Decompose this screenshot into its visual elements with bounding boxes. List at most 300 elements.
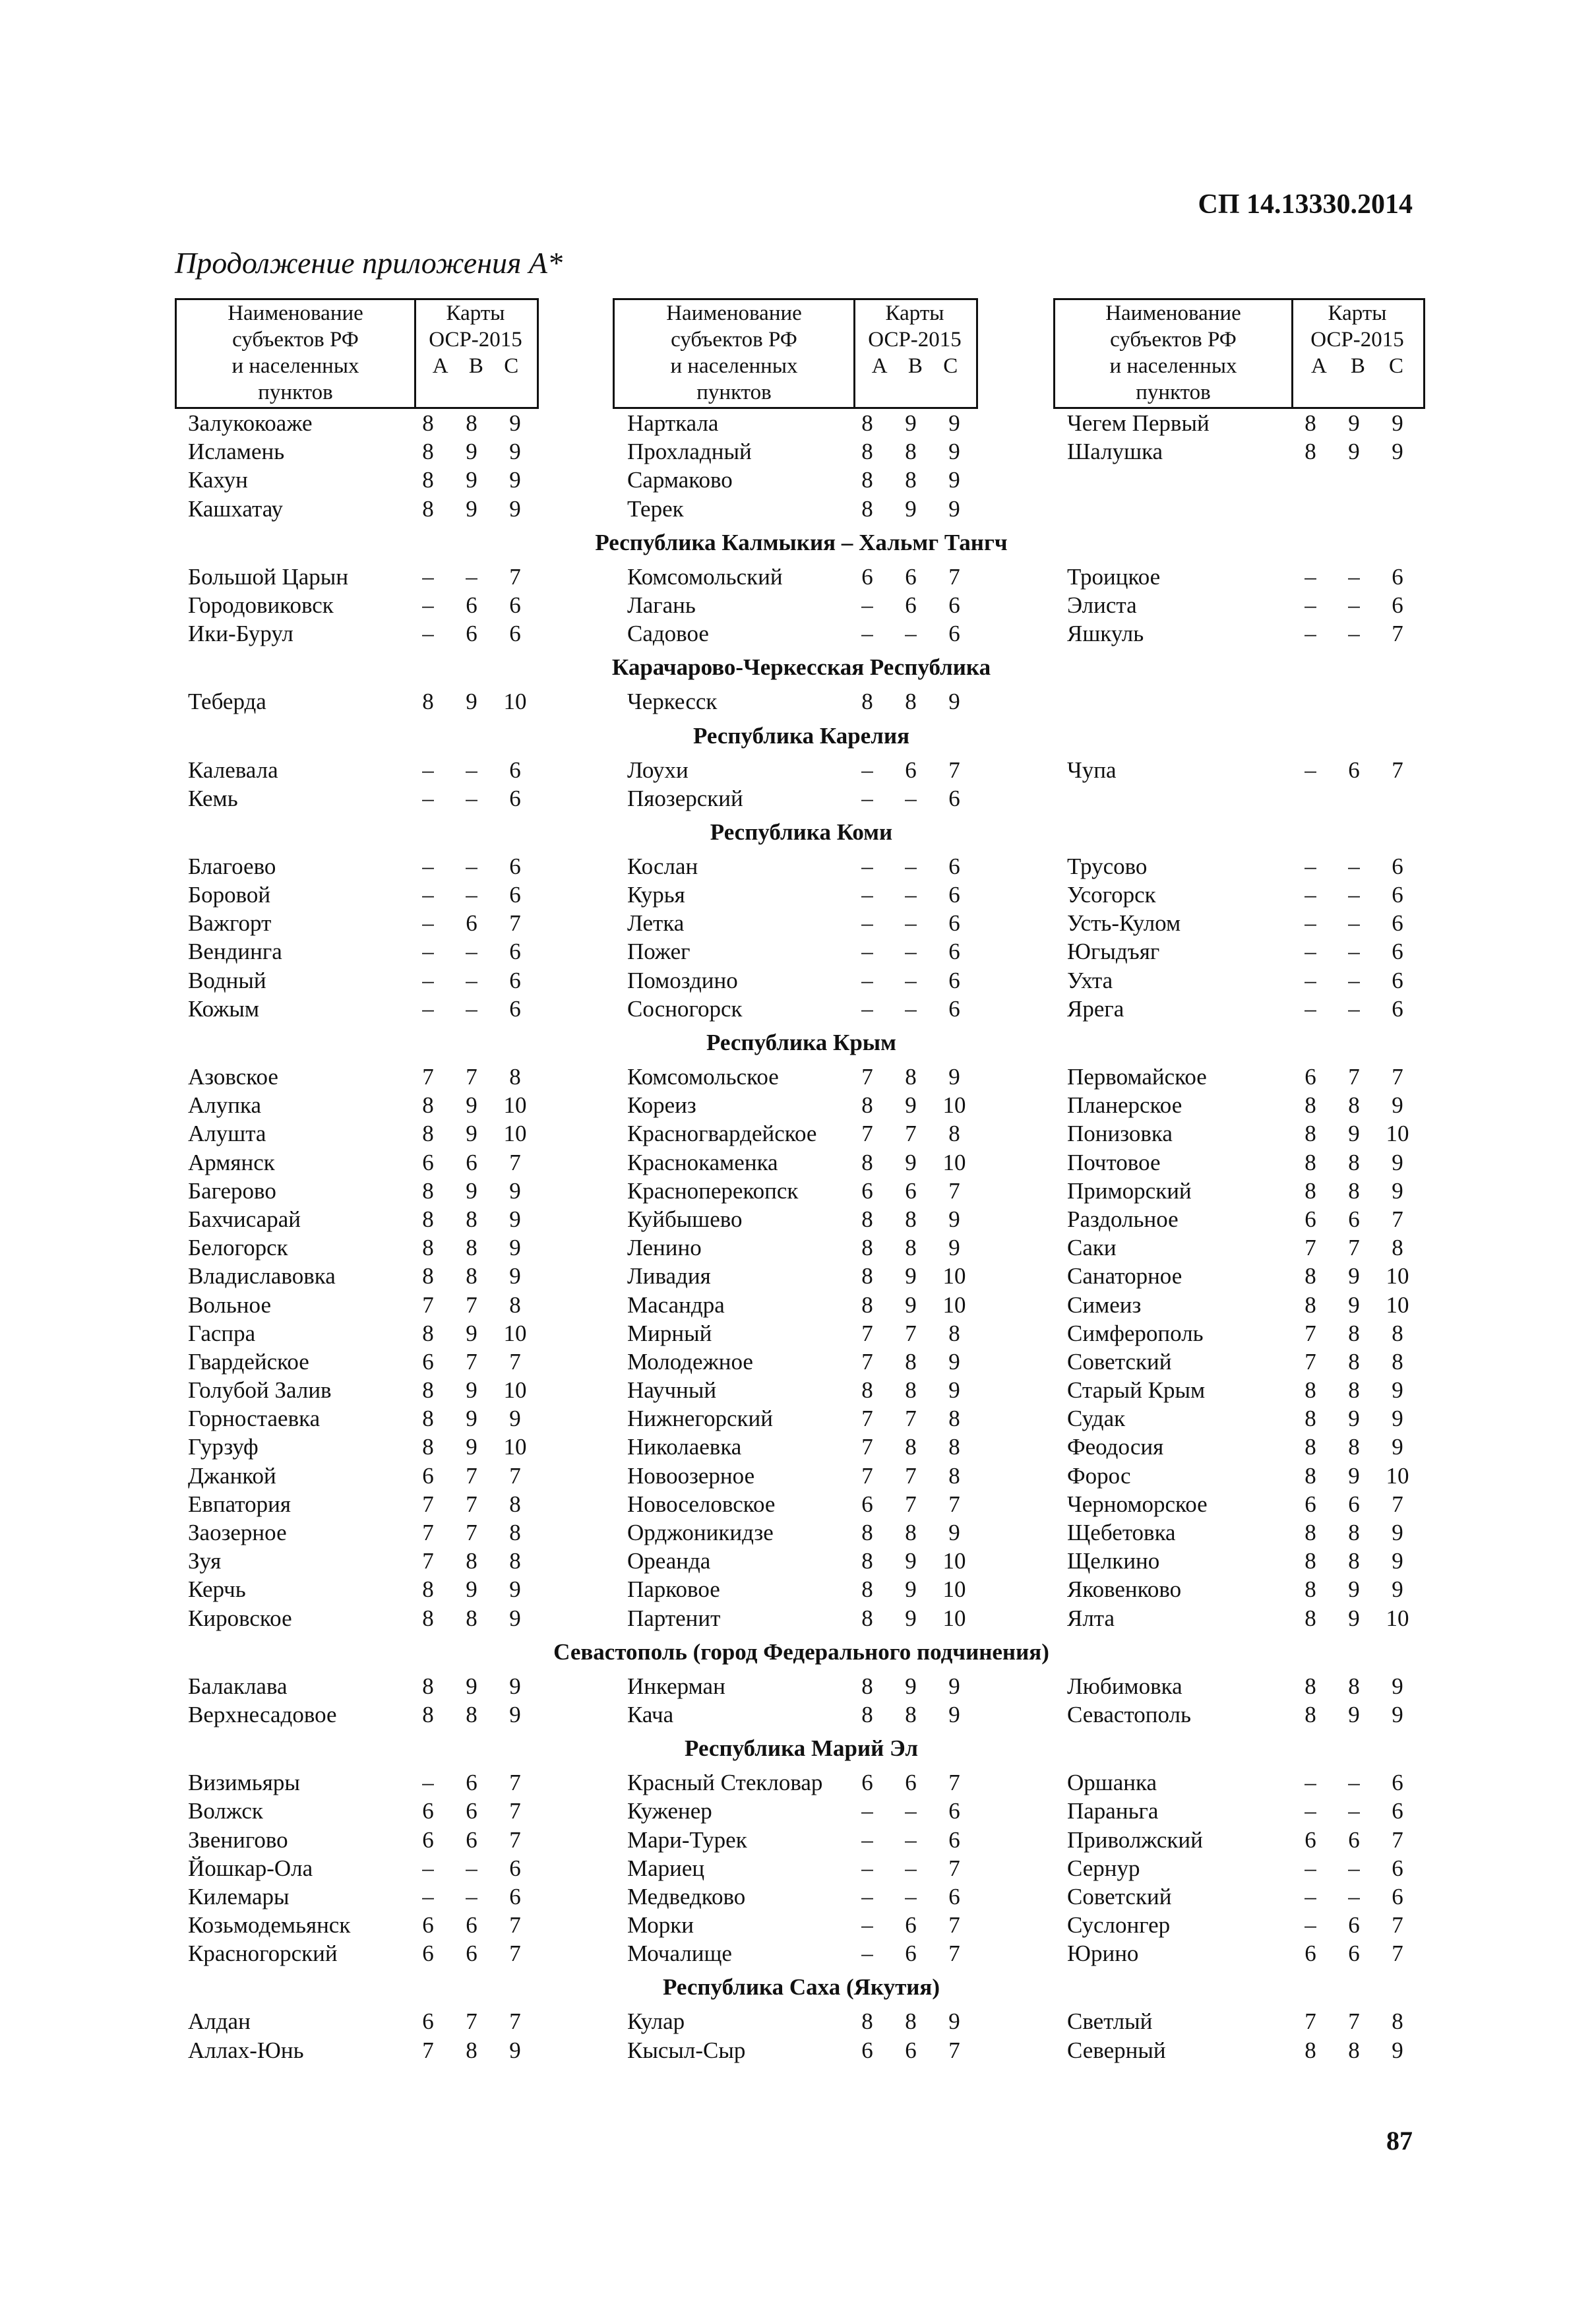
settlement-name: Масандра: [627, 1291, 725, 1318]
map-a-value: 8: [861, 1235, 873, 1261]
settlement-name: Килемары: [188, 1883, 290, 1910]
settlement-name: Верхнесадовое: [188, 1701, 337, 1727]
settlement-name: Терек: [627, 495, 684, 522]
map-c-value: 10: [503, 1377, 527, 1404]
map-a-value: 8: [422, 1406, 434, 1432]
map-a-value: 6: [1304, 1491, 1316, 1517]
map-a-value: 6: [861, 1770, 873, 1796]
map-c-value: 9: [509, 2037, 521, 2063]
settlement-name: Залукокоаже: [188, 410, 313, 436]
settlement-name: Водный: [188, 967, 266, 993]
settlement-name: Оршанка: [1067, 1770, 1157, 1796]
map-a-value: –: [422, 757, 434, 783]
region-title: Республика Карелия: [692, 722, 910, 749]
settlement-name: Форос: [1067, 1462, 1131, 1489]
map-c-value: 9: [1392, 1434, 1403, 1460]
settlement-name: Феодосия: [1067, 1434, 1164, 1460]
map-c-value: 9: [509, 467, 521, 493]
settlement-name: Сернур: [1067, 1855, 1140, 1881]
map-b-value: 8: [466, 1235, 477, 1261]
header-map-b: В: [1350, 354, 1365, 378]
map-a-value: 8: [861, 1548, 873, 1574]
map-a-value: –: [861, 1883, 873, 1910]
map-c-value: 6: [948, 1883, 960, 1910]
map-b-value: –: [1348, 1798, 1360, 1824]
map-a-value: 8: [422, 1235, 434, 1261]
map-b-value: –: [466, 1883, 477, 1910]
map-b-value: –: [905, 853, 917, 879]
map-c-value: 7: [948, 1912, 960, 1939]
map-b-value: 8: [466, 1206, 477, 1232]
map-b-value: 9: [466, 439, 477, 465]
map-b-value: –: [466, 853, 477, 879]
settlement-name: Инкерман: [627, 1673, 725, 1699]
map-a-value: –: [1304, 1855, 1316, 1881]
map-b-value: 9: [1348, 1605, 1360, 1631]
settlement-name: Элиста: [1067, 592, 1137, 618]
map-a-value: –: [1304, 939, 1316, 965]
map-b-value: –: [905, 939, 917, 965]
map-c-value: 7: [948, 1177, 960, 1204]
settlement-name: Курья: [627, 882, 685, 908]
map-c-value: 6: [1392, 853, 1403, 879]
region-title: Республика Марий Эл: [685, 1735, 918, 1762]
table-row: [175, 1854, 1428, 1882]
settlement-name: Старый Крым: [1067, 1377, 1206, 1404]
map-a-value: 6: [1304, 1941, 1316, 1967]
map-a-value: –: [1304, 1883, 1316, 1910]
map-a-value: 7: [861, 1320, 873, 1346]
map-a-value: 7: [861, 1121, 873, 1147]
map-b-value: 9: [905, 1149, 917, 1175]
map-b-value: 8: [1348, 2037, 1360, 2063]
map-b-value: 6: [905, 592, 917, 618]
map-b-value: 6: [466, 1912, 477, 1939]
table-row: [175, 1797, 1428, 1825]
settlement-name: Мариец: [627, 1855, 705, 1881]
settlement-name: Николаевка: [627, 1434, 742, 1460]
settlement-name: Чегем Первый: [1067, 410, 1210, 436]
map-c-value: 10: [503, 1092, 527, 1119]
map-b-value: 6: [1348, 1206, 1360, 1232]
map-c-value: 6: [1392, 563, 1403, 590]
map-b-value: –: [905, 621, 917, 647]
map-b-value: 9: [466, 495, 477, 522]
map-a-value: –: [1304, 757, 1316, 783]
map-b-value: 8: [905, 1520, 917, 1545]
map-a-value: 8: [422, 1206, 434, 1232]
map-c-value: 6: [1392, 995, 1403, 1022]
map-a-value: 8: [861, 1291, 873, 1318]
map-b-value: 6: [466, 1826, 477, 1853]
map-a-value: 8: [422, 1576, 434, 1603]
map-a-value: 8: [422, 1673, 434, 1699]
settlement-name: Ленино: [627, 1235, 702, 1261]
map-a-value: 6: [422, 1826, 434, 1853]
settlement-name: Кашхатау: [188, 495, 284, 522]
map-b-value: –: [905, 1883, 917, 1910]
map-b-value: 9: [466, 689, 477, 715]
map-a-value: 8: [1304, 439, 1316, 465]
map-b-value: 6: [466, 621, 477, 647]
map-a-value: 8: [1304, 1520, 1316, 1545]
table-row: [175, 1462, 1428, 1490]
map-b-value: –: [1348, 1855, 1360, 1881]
section-row: [175, 648, 1428, 687]
map-a-value: 8: [422, 410, 434, 436]
settlement-name: Боровой: [188, 882, 271, 908]
map-b-value: 8: [1348, 1673, 1360, 1699]
map-a-value: 8: [861, 1605, 873, 1631]
map-c-value: 7: [948, 2037, 960, 2063]
table-row: [175, 1262, 1428, 1290]
table-row: [175, 1376, 1428, 1404]
map-b-value: 7: [466, 1462, 477, 1489]
map-a-value: –: [422, 785, 434, 811]
map-b-value: 8: [466, 1548, 477, 1574]
column-header: [613, 298, 978, 409]
map-b-value: 9: [905, 1291, 917, 1318]
map-c-value: 7: [1392, 1491, 1403, 1517]
map-b-value: –: [1348, 939, 1360, 965]
settlement-name: Гурзуф: [188, 1434, 259, 1460]
map-b-value: 8: [905, 1377, 917, 1404]
map-a-value: –: [861, 621, 873, 647]
map-b-value: 8: [1348, 1177, 1360, 1204]
map-a-value: 8: [1304, 1673, 1316, 1699]
map-c-value: 9: [509, 1263, 521, 1289]
map-b-value: –: [905, 882, 917, 908]
map-b-value: 9: [905, 1605, 917, 1631]
settlement-name: Кировское: [188, 1605, 292, 1631]
settlement-name: Гаспра: [188, 1320, 256, 1346]
map-c-value: 10: [942, 1576, 966, 1603]
table-row: [175, 466, 1428, 494]
table-row: [175, 1177, 1428, 1205]
settlement-name: Армянск: [188, 1149, 275, 1175]
map-c-value: 9: [948, 495, 960, 522]
map-a-value: 8: [1304, 1149, 1316, 1175]
table-row: [175, 1826, 1428, 1854]
map-b-value: 9: [1348, 1701, 1360, 1727]
settlement-name: Суслонгер: [1067, 1912, 1171, 1939]
map-a-value: –: [422, 910, 434, 937]
map-a-value: 8: [861, 1149, 873, 1175]
map-a-value: –: [1304, 910, 1316, 937]
settlement-name: Новоселовское: [627, 1491, 776, 1517]
header-maps-line: Карты: [446, 301, 505, 325]
map-b-value: –: [1348, 882, 1360, 908]
header-map-a: А: [1311, 354, 1327, 378]
map-b-value: 9: [1348, 1121, 1360, 1147]
settlement-name: Планерское: [1067, 1092, 1182, 1119]
map-a-value: 7: [1304, 1320, 1316, 1346]
table-row: [175, 2007, 1428, 2035]
settlement-name: Калевала: [188, 757, 278, 783]
table-row: [175, 1490, 1428, 1518]
header-name-line: и населенных: [670, 354, 798, 378]
map-c-value: 7: [509, 1912, 521, 1939]
map-b-value: 7: [466, 1064, 477, 1090]
map-b-value: 7: [905, 1121, 917, 1147]
settlement-name: Алушта: [188, 1121, 266, 1147]
header-name-line: пунктов: [258, 381, 333, 404]
map-c-value: 10: [942, 1149, 966, 1175]
settlement-name: Пяозерский: [627, 785, 743, 811]
header-maps-line: Карты: [1328, 301, 1387, 325]
map-c-value: 6: [509, 592, 521, 618]
map-b-value: 8: [905, 1434, 917, 1460]
map-c-value: 9: [1392, 1406, 1403, 1432]
map-b-value: 8: [905, 467, 917, 493]
map-c-value: 6: [948, 1798, 960, 1824]
table-row: [175, 937, 1428, 966]
settlement-name: Научный: [627, 1377, 717, 1404]
map-a-value: 7: [1304, 1235, 1316, 1261]
map-c-value: 7: [509, 2008, 521, 2035]
map-b-value: 9: [905, 1548, 917, 1574]
settlement-name: Любимовка: [1067, 1673, 1182, 1699]
settlement-name: Важгорт: [188, 910, 272, 937]
map-b-value: 8: [1348, 1377, 1360, 1404]
map-a-value: 8: [861, 410, 873, 436]
table-row: [175, 1404, 1428, 1433]
map-c-value: 10: [503, 689, 527, 715]
map-b-value: 6: [466, 1149, 477, 1175]
table-row: [175, 1205, 1428, 1233]
settlement-name: Раздольное: [1067, 1206, 1179, 1232]
map-c-value: 7: [948, 1491, 960, 1517]
map-a-value: 8: [861, 1701, 873, 1727]
settlement-name: Партенит: [627, 1605, 721, 1631]
map-b-value: 8: [905, 1348, 917, 1375]
map-a-value: 8: [422, 1320, 434, 1346]
map-a-value: 8: [422, 1605, 434, 1631]
map-c-value: 6: [1392, 1883, 1403, 1910]
table-row: [175, 881, 1428, 909]
map-c-value: 7: [948, 563, 960, 590]
map-a-value: 8: [861, 495, 873, 522]
settlement-name: Куженер: [627, 1798, 712, 1824]
map-b-value: 6: [1348, 1912, 1360, 1939]
settlement-name: Визимьяры: [188, 1770, 300, 1796]
map-c-value: 9: [509, 1605, 521, 1631]
map-b-value: 7: [466, 1348, 477, 1375]
map-a-value: 6: [422, 1149, 434, 1175]
map-c-value: 9: [1392, 1520, 1403, 1545]
settlement-name: Кахун: [188, 467, 248, 493]
map-c-value: 6: [948, 995, 960, 1022]
map-c-value: 10: [1386, 1605, 1409, 1631]
table-row: [175, 1911, 1428, 1939]
settlement-name: Гвардейское: [188, 1348, 309, 1375]
map-b-value: 9: [1348, 1462, 1360, 1489]
map-c-value: 6: [1392, 882, 1403, 908]
map-c-value: 6: [948, 785, 960, 811]
map-b-value: 7: [1348, 1235, 1360, 1261]
map-b-value: 7: [466, 1291, 477, 1318]
map-c-value: 7: [1392, 1912, 1403, 1939]
settlement-name: Приволжский: [1067, 1826, 1203, 1853]
map-c-value: 6: [948, 910, 960, 937]
map-c-value: 8: [948, 1320, 960, 1346]
settlement-name: Юрино: [1067, 1941, 1139, 1967]
header-name-cell: [1055, 300, 1293, 407]
map-b-value: 9: [466, 1377, 477, 1404]
map-b-value: 8: [1348, 1348, 1360, 1375]
table-row: [175, 2036, 1428, 2065]
map-a-value: 8: [1304, 1291, 1316, 1318]
map-a-value: 6: [422, 1348, 434, 1375]
map-a-value: –: [422, 1770, 434, 1796]
settlement-name: Лагань: [627, 592, 696, 618]
settlement-name: Кожым: [188, 995, 260, 1022]
settlement-name: Ярега: [1067, 995, 1124, 1022]
map-c-value: 6: [948, 592, 960, 618]
map-b-value: 9: [905, 410, 917, 436]
settlement-name: Аллах-Юнь: [188, 2037, 304, 2063]
map-a-value: 6: [861, 563, 873, 590]
header-name-line: Наименование: [1105, 301, 1241, 325]
header-maps-line: Карты: [885, 301, 944, 325]
settlement-name: Лоухи: [627, 757, 689, 783]
table-row: [175, 1148, 1428, 1177]
page-number: 87: [1386, 2126, 1413, 2156]
map-c-value: 9: [948, 1520, 960, 1545]
map-c-value: 9: [1392, 1177, 1403, 1204]
map-a-value: 7: [422, 1064, 434, 1090]
map-b-value: –: [466, 757, 477, 783]
region-title: Карачарово-Черкесская Республика: [611, 654, 991, 681]
map-a-value: 7: [422, 2037, 434, 2063]
map-b-value: –: [905, 1798, 917, 1824]
map-c-value: 6: [509, 757, 521, 783]
map-a-value: 7: [422, 1291, 434, 1318]
map-c-value: 6: [509, 939, 521, 965]
map-a-value: –: [422, 563, 434, 590]
map-a-value: 8: [1304, 1121, 1316, 1147]
settlement-name: Керчь: [188, 1576, 246, 1603]
map-b-value: 8: [1348, 1149, 1360, 1175]
map-c-value: 8: [509, 1548, 521, 1574]
map-c-value: 9: [509, 495, 521, 522]
map-c-value: 7: [509, 1826, 521, 1853]
map-b-value: –: [466, 939, 477, 965]
map-a-value: 6: [422, 2008, 434, 2035]
map-a-value: 6: [422, 1462, 434, 1489]
table-row: [175, 995, 1428, 1023]
settlement-name: Саки: [1067, 1235, 1117, 1261]
settlement-name: Азовское: [188, 1064, 278, 1090]
appendix-subtitle: Продолжение приложения А*: [175, 246, 563, 280]
map-c-value: 7: [509, 1149, 521, 1175]
map-b-value: 9: [466, 1121, 477, 1147]
map-a-value: –: [422, 995, 434, 1022]
map-c-value: 9: [509, 1406, 521, 1432]
header-maps-line: ОСР-2015: [868, 328, 962, 352]
map-a-value: 8: [861, 1263, 873, 1289]
settlement-name: Кемь: [188, 785, 238, 811]
table-row: [175, 1672, 1428, 1700]
map-c-value: 6: [509, 621, 521, 647]
map-b-value: –: [1348, 910, 1360, 937]
map-a-value: –: [861, 910, 873, 937]
map-b-value: –: [1348, 1883, 1360, 1910]
map-b-value: –: [466, 995, 477, 1022]
map-a-value: –: [422, 853, 434, 879]
map-b-value: 9: [905, 1092, 917, 1119]
header-name-cell: [177, 300, 416, 407]
map-c-value: 9: [509, 1576, 521, 1603]
header-maps-line: ОСР-2015: [1310, 328, 1404, 352]
settlement-name: Молодежное: [627, 1348, 753, 1375]
map-c-value: 9: [948, 1673, 960, 1699]
settlement-name: Троицкое: [1067, 563, 1161, 590]
table-row: [175, 1700, 1428, 1729]
map-c-value: 8: [1392, 1235, 1403, 1261]
settlement-name: Морки: [627, 1912, 694, 1939]
settlement-name: Мари-Турек: [627, 1826, 747, 1853]
map-a-value: –: [861, 939, 873, 965]
table-row: [175, 437, 1428, 466]
map-b-value: 7: [466, 2008, 477, 2035]
settlement-name: Яшкуль: [1067, 621, 1144, 647]
settlement-name: Комсомольский: [627, 563, 783, 590]
map-a-value: –: [861, 1912, 873, 1939]
settlement-name: Красноперекопск: [627, 1177, 799, 1204]
map-a-value: –: [861, 757, 873, 783]
settlement-name: Светлый: [1067, 2008, 1153, 2035]
map-c-value: 9: [509, 1673, 521, 1699]
map-c-value: 9: [1392, 2037, 1403, 2063]
map-a-value: 8: [1304, 1462, 1316, 1489]
settlement-name: Зуя: [188, 1548, 222, 1574]
header-name-line: Наименование: [666, 301, 802, 325]
settlement-name: Почтовое: [1067, 1149, 1161, 1175]
map-a-value: 7: [422, 1491, 434, 1517]
table-row: [175, 1518, 1428, 1547]
region-title: Республика Саха (Якутия): [662, 1974, 940, 2001]
settlement-name: Белогорск: [188, 1235, 288, 1261]
map-c-value: 7: [509, 1348, 521, 1375]
section-row: [175, 716, 1428, 756]
map-b-value: 8: [466, 1263, 477, 1289]
map-b-value: 9: [905, 1263, 917, 1289]
map-b-value: 6: [905, 1912, 917, 1939]
settlement-name: Краснокаменка: [627, 1149, 778, 1175]
settlement-name: Первомайское: [1067, 1064, 1207, 1090]
map-b-value: 6: [466, 592, 477, 618]
map-b-value: 6: [1348, 1491, 1360, 1517]
map-c-value: 10: [1386, 1263, 1409, 1289]
map-c-value: 10: [1386, 1121, 1409, 1147]
settlement-name: Ики-Бурул: [188, 621, 293, 647]
table-row: [175, 1604, 1428, 1632]
map-a-value: 7: [422, 1520, 434, 1545]
settlement-name: Понизовка: [1067, 1121, 1173, 1147]
map-b-value: 7: [905, 1406, 917, 1432]
map-b-value: 9: [466, 1177, 477, 1204]
map-a-value: 8: [1304, 1605, 1316, 1631]
map-a-value: –: [1304, 882, 1316, 908]
settlement-name: Медведково: [627, 1883, 746, 1910]
map-b-value: –: [466, 563, 477, 590]
map-c-value: 7: [1392, 1826, 1403, 1853]
map-a-value: –: [1304, 621, 1316, 647]
region-title: Республика Коми: [710, 819, 893, 845]
map-c-value: 7: [948, 1855, 960, 1881]
region-title: Республика Калмыкия – Хальмг Тангч: [595, 529, 1008, 555]
